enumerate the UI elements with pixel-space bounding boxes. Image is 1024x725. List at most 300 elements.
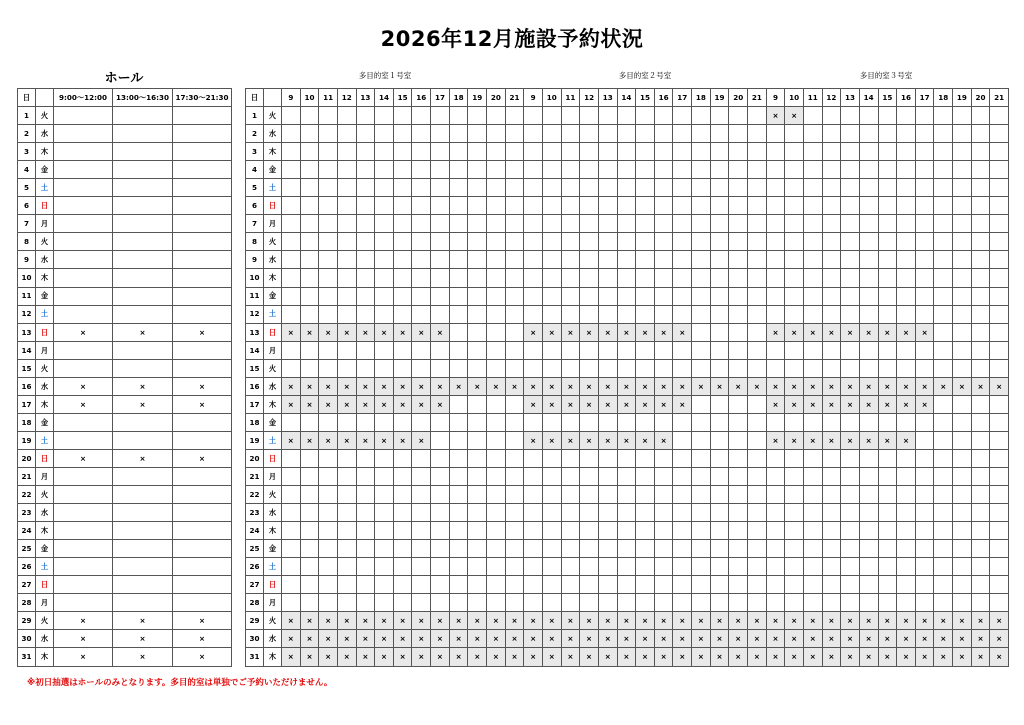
room2-slot-cell[interactable] [598,143,617,161]
room1-slot-cell[interactable] [468,449,487,467]
room1-slot-cell[interactable] [375,215,394,233]
room1-slot-booked[interactable]: × [393,431,412,449]
room2-slot-cell[interactable] [710,522,729,540]
room2-slot-cell[interactable] [580,341,599,359]
room1-slot-booked[interactable]: × [282,395,301,413]
room2-slot-cell[interactable] [636,107,655,125]
room3-slot-booked[interactable]: × [785,431,804,449]
room3-slot-cell[interactable] [934,449,953,467]
room3-slot-booked[interactable]: × [971,648,990,666]
room2-slot-cell[interactable] [580,269,599,287]
room1-slot-cell[interactable] [375,504,394,522]
room3-slot-cell[interactable] [766,197,785,215]
room1-slot-cell[interactable] [487,179,506,197]
room1-slot-cell[interactable] [431,125,450,143]
hall-slot-cell[interactable] [173,125,232,143]
room3-slot-cell[interactable] [897,269,916,287]
room1-slot-cell[interactable] [356,143,375,161]
room2-slot-booked[interactable]: × [542,377,561,395]
room2-slot-cell[interactable] [692,233,711,251]
room2-slot-cell[interactable] [729,576,748,594]
room2-slot-booked[interactable]: × [580,630,599,648]
room3-slot-booked[interactable]: × [859,630,878,648]
room2-slot-cell[interactable] [692,359,711,377]
room3-slot-cell[interactable] [990,197,1009,215]
room3-slot-cell[interactable] [990,522,1009,540]
room2-slot-cell[interactable] [580,558,599,576]
room2-slot-cell[interactable] [654,504,673,522]
room2-slot-cell[interactable] [580,179,599,197]
room1-slot-cell[interactable] [505,359,524,377]
room2-slot-cell[interactable] [542,215,561,233]
hall-slot-cell[interactable] [113,143,173,161]
room2-slot-cell[interactable] [542,269,561,287]
room1-slot-booked[interactable]: × [505,377,524,395]
room1-slot-cell[interactable] [393,251,412,269]
room2-slot-cell[interactable] [636,161,655,179]
room3-slot-cell[interactable] [897,359,916,377]
room3-slot-cell[interactable] [878,287,897,305]
room3-slot-cell[interactable] [766,449,785,467]
room3-slot-cell[interactable] [915,287,934,305]
room1-slot-cell[interactable] [337,504,356,522]
room2-slot-cell[interactable] [673,504,692,522]
room2-slot-cell[interactable] [710,161,729,179]
room2-slot-cell[interactable] [524,413,543,431]
room2-slot-cell[interactable] [524,522,543,540]
room2-slot-booked[interactable]: × [636,431,655,449]
room1-slot-cell[interactable] [431,161,450,179]
room2-slot-cell[interactable] [524,125,543,143]
room2-slot-cell[interactable] [598,467,617,485]
room1-slot-cell[interactable] [412,522,431,540]
room2-slot-booked[interactable]: × [542,612,561,630]
room1-slot-cell[interactable] [337,558,356,576]
room3-slot-cell[interactable] [766,233,785,251]
room2-slot-booked[interactable]: × [580,648,599,666]
room2-slot-cell[interactable] [580,251,599,269]
room1-slot-cell[interactable] [505,107,524,125]
room1-slot-cell[interactable] [319,522,338,540]
room1-slot-cell[interactable] [468,233,487,251]
room1-slot-cell[interactable] [468,215,487,233]
room1-slot-cell[interactable] [375,449,394,467]
room2-slot-cell[interactable] [710,143,729,161]
room3-slot-cell[interactable] [766,504,785,522]
room1-slot-cell[interactable] [487,269,506,287]
room2-slot-cell[interactable] [580,197,599,215]
room3-slot-cell[interactable] [953,305,972,323]
room1-slot-cell[interactable] [468,395,487,413]
room3-slot-cell[interactable] [841,125,860,143]
room3-slot-booked[interactable]: × [859,377,878,395]
room3-slot-cell[interactable] [934,576,953,594]
room1-slot-cell[interactable] [356,413,375,431]
room1-slot-cell[interactable] [282,413,301,431]
hall-slot-cell[interactable] [54,359,113,377]
room1-slot-cell[interactable] [337,413,356,431]
room1-slot-cell[interactable] [300,287,319,305]
room2-slot-cell[interactable] [692,107,711,125]
room2-slot-cell[interactable] [561,215,580,233]
room1-slot-booked[interactable]: × [393,323,412,341]
room1-slot-cell[interactable] [375,107,394,125]
room2-slot-booked[interactable]: × [561,395,580,413]
room1-slot-cell[interactable] [282,143,301,161]
room2-slot-booked[interactable]: × [542,431,561,449]
room3-slot-cell[interactable] [785,594,804,612]
hall-slot-cell[interactable] [113,233,173,251]
room1-slot-cell[interactable] [319,504,338,522]
room1-slot-cell[interactable] [282,161,301,179]
room3-slot-cell[interactable] [803,107,822,125]
hall-slot-cell[interactable] [54,251,113,269]
room3-slot-cell[interactable] [953,504,972,522]
room3-slot-cell[interactable] [878,161,897,179]
room2-slot-cell[interactable] [654,287,673,305]
hall-slot-cell[interactable] [173,341,232,359]
hall-slot-cell[interactable] [54,305,113,323]
room3-slot-cell[interactable] [990,467,1009,485]
room1-slot-booked[interactable]: × [487,648,506,666]
room2-slot-cell[interactable] [617,359,636,377]
room2-slot-cell[interactable] [636,341,655,359]
room2-slot-cell[interactable] [729,486,748,504]
room1-slot-cell[interactable] [431,287,450,305]
room3-slot-cell[interactable] [803,125,822,143]
room3-slot-cell[interactable] [953,467,972,485]
room3-slot-cell[interactable] [822,504,841,522]
room3-slot-booked[interactable]: × [990,630,1009,648]
room2-slot-cell[interactable] [748,179,767,197]
room1-slot-cell[interactable] [282,576,301,594]
room1-slot-cell[interactable] [282,486,301,504]
room3-slot-booked[interactable]: × [915,648,934,666]
hall-slot-booked[interactable]: × [54,323,113,341]
room1-slot-booked[interactable]: × [487,630,506,648]
room1-slot-cell[interactable] [282,287,301,305]
room2-slot-cell[interactable] [542,359,561,377]
room1-slot-cell[interactable] [412,143,431,161]
room1-slot-cell[interactable] [319,251,338,269]
hall-slot-cell[interactable] [54,107,113,125]
room2-slot-cell[interactable] [748,486,767,504]
hall-slot-cell[interactable] [54,413,113,431]
room3-slot-cell[interactable] [971,323,990,341]
room3-slot-booked[interactable]: × [953,648,972,666]
room3-slot-cell[interactable] [859,107,878,125]
room3-slot-cell[interactable] [878,558,897,576]
room3-slot-booked[interactable]: × [803,431,822,449]
room2-slot-cell[interactable] [710,305,729,323]
room3-slot-cell[interactable] [841,558,860,576]
room2-slot-booked[interactable]: × [598,323,617,341]
room1-slot-booked[interactable]: × [375,323,394,341]
room3-slot-cell[interactable] [859,486,878,504]
room1-slot-booked[interactable]: × [356,431,375,449]
room2-slot-booked[interactable]: × [692,630,711,648]
hall-slot-cell[interactable] [173,215,232,233]
room3-slot-cell[interactable] [990,161,1009,179]
hall-slot-cell[interactable] [173,558,232,576]
room2-slot-cell[interactable] [673,251,692,269]
room1-slot-cell[interactable] [468,287,487,305]
room1-slot-cell[interactable] [412,540,431,558]
room2-slot-cell[interactable] [729,522,748,540]
room2-slot-cell[interactable] [673,215,692,233]
room3-slot-cell[interactable] [822,522,841,540]
room2-slot-cell[interactable] [542,125,561,143]
room3-slot-cell[interactable] [803,413,822,431]
room3-slot-cell[interactable] [859,233,878,251]
room1-slot-cell[interactable] [356,522,375,540]
room1-slot-booked[interactable]: × [393,395,412,413]
room1-slot-cell[interactable] [375,576,394,594]
room2-slot-cell[interactable] [636,413,655,431]
room1-slot-cell[interactable] [337,251,356,269]
room1-slot-booked[interactable]: × [505,612,524,630]
room3-slot-cell[interactable] [971,161,990,179]
room3-slot-cell[interactable] [934,107,953,125]
room2-slot-cell[interactable] [673,107,692,125]
room1-slot-cell[interactable] [375,251,394,269]
room3-slot-cell[interactable] [990,233,1009,251]
room3-slot-cell[interactable] [990,594,1009,612]
room3-slot-booked[interactable]: × [841,630,860,648]
room2-slot-cell[interactable] [542,179,561,197]
room3-slot-cell[interactable] [766,413,785,431]
room2-slot-cell[interactable] [692,323,711,341]
room3-slot-cell[interactable] [953,576,972,594]
room2-slot-cell[interactable] [748,504,767,522]
room3-slot-cell[interactable] [990,143,1009,161]
room3-slot-cell[interactable] [766,179,785,197]
room3-slot-cell[interactable] [841,251,860,269]
room2-slot-booked[interactable]: × [580,377,599,395]
room1-slot-cell[interactable] [431,594,450,612]
room1-slot-cell[interactable] [337,359,356,377]
room3-slot-cell[interactable] [878,522,897,540]
room3-slot-cell[interactable] [822,359,841,377]
room1-slot-cell[interactable] [412,486,431,504]
room1-slot-booked[interactable]: × [375,648,394,666]
room2-slot-cell[interactable] [748,522,767,540]
room3-slot-booked[interactable]: × [897,377,916,395]
room3-slot-booked[interactable]: × [785,323,804,341]
room2-slot-cell[interactable] [617,486,636,504]
room3-slot-booked[interactable]: × [934,377,953,395]
room2-slot-cell[interactable] [617,125,636,143]
room2-slot-booked[interactable]: × [561,323,580,341]
room3-slot-cell[interactable] [915,431,934,449]
room2-slot-cell[interactable] [748,359,767,377]
room2-slot-cell[interactable] [636,558,655,576]
room1-slot-cell[interactable] [449,323,468,341]
room1-slot-cell[interactable] [393,341,412,359]
room1-slot-cell[interactable] [468,504,487,522]
hall-slot-booked[interactable]: × [113,612,173,630]
room1-slot-cell[interactable] [487,161,506,179]
room1-slot-cell[interactable] [375,359,394,377]
room2-slot-cell[interactable] [748,125,767,143]
room3-slot-cell[interactable] [897,467,916,485]
room2-slot-cell[interactable] [673,540,692,558]
room2-slot-cell[interactable] [542,486,561,504]
room1-slot-cell[interactable] [356,107,375,125]
room1-slot-cell[interactable] [487,467,506,485]
room3-slot-cell[interactable] [934,215,953,233]
room2-slot-cell[interactable] [598,449,617,467]
room1-slot-cell[interactable] [337,161,356,179]
room2-slot-cell[interactable] [561,467,580,485]
hall-slot-cell[interactable] [173,305,232,323]
room1-slot-cell[interactable] [319,449,338,467]
room1-slot-cell[interactable] [412,449,431,467]
room2-slot-cell[interactable] [729,341,748,359]
room2-slot-cell[interactable] [654,233,673,251]
room1-slot-booked[interactable]: × [319,630,338,648]
room3-slot-cell[interactable] [897,233,916,251]
room3-slot-cell[interactable] [785,179,804,197]
room1-slot-cell[interactable] [282,449,301,467]
room1-slot-cell[interactable] [375,522,394,540]
room1-slot-booked[interactable]: × [393,630,412,648]
room1-slot-cell[interactable] [468,197,487,215]
room2-slot-cell[interactable] [542,233,561,251]
room2-slot-booked[interactable]: × [598,648,617,666]
room1-slot-cell[interactable] [505,540,524,558]
room2-slot-cell[interactable] [542,341,561,359]
room3-slot-booked[interactable]: × [785,395,804,413]
room2-slot-booked[interactable]: × [598,431,617,449]
room3-slot-booked[interactable]: × [822,395,841,413]
room3-slot-cell[interactable] [971,467,990,485]
room3-slot-booked[interactable]: × [971,377,990,395]
room2-slot-cell[interactable] [729,449,748,467]
room3-slot-cell[interactable] [897,125,916,143]
room1-slot-cell[interactable] [412,233,431,251]
room1-slot-cell[interactable] [468,486,487,504]
hall-slot-cell[interactable] [173,251,232,269]
room2-slot-cell[interactable] [617,305,636,323]
room3-slot-booked[interactable]: × [990,648,1009,666]
room2-slot-cell[interactable] [654,359,673,377]
room2-slot-cell[interactable] [673,359,692,377]
room3-slot-cell[interactable] [766,125,785,143]
room3-slot-booked[interactable]: × [803,323,822,341]
room3-slot-cell[interactable] [953,323,972,341]
room1-slot-cell[interactable] [393,449,412,467]
room2-slot-cell[interactable] [729,395,748,413]
room3-slot-booked[interactable]: × [897,612,916,630]
room1-slot-cell[interactable] [356,341,375,359]
room1-slot-cell[interactable] [468,341,487,359]
room3-slot-cell[interactable] [990,323,1009,341]
room1-slot-cell[interactable] [505,341,524,359]
room1-slot-cell[interactable] [431,359,450,377]
room1-slot-cell[interactable] [431,341,450,359]
room3-slot-cell[interactable] [859,251,878,269]
room2-slot-booked[interactable]: × [542,648,561,666]
room1-slot-cell[interactable] [468,269,487,287]
room2-slot-cell[interactable] [729,179,748,197]
room3-slot-cell[interactable] [785,540,804,558]
room1-slot-cell[interactable] [356,558,375,576]
room2-slot-cell[interactable] [673,269,692,287]
room3-slot-cell[interactable] [953,233,972,251]
room1-slot-booked[interactable]: × [449,377,468,395]
room1-slot-cell[interactable] [319,413,338,431]
room3-slot-cell[interactable] [971,215,990,233]
room2-slot-booked[interactable]: × [580,323,599,341]
room3-slot-cell[interactable] [934,341,953,359]
room2-slot-cell[interactable] [729,143,748,161]
room3-slot-cell[interactable] [841,486,860,504]
room2-slot-cell[interactable] [692,125,711,143]
room2-slot-cell[interactable] [654,522,673,540]
room2-slot-booked[interactable]: × [710,630,729,648]
hall-slot-cell[interactable] [173,233,232,251]
room1-slot-cell[interactable] [412,197,431,215]
hall-slot-booked[interactable]: × [54,630,113,648]
room1-slot-cell[interactable] [393,233,412,251]
room1-slot-booked[interactable]: × [337,431,356,449]
room2-slot-cell[interactable] [636,125,655,143]
room1-slot-booked[interactable]: × [431,395,450,413]
room3-slot-cell[interactable] [803,233,822,251]
room1-slot-cell[interactable] [393,161,412,179]
room3-slot-cell[interactable] [785,287,804,305]
room3-slot-cell[interactable] [878,269,897,287]
hall-slot-cell[interactable] [173,197,232,215]
room1-slot-cell[interactable] [356,125,375,143]
room3-slot-cell[interactable] [878,359,897,377]
hall-slot-cell[interactable] [54,431,113,449]
room2-slot-cell[interactable] [617,269,636,287]
room2-slot-cell[interactable] [561,486,580,504]
room2-slot-cell[interactable] [710,413,729,431]
hall-slot-booked[interactable]: × [54,377,113,395]
room2-slot-cell[interactable] [729,594,748,612]
room2-slot-cell[interactable] [617,540,636,558]
room3-slot-cell[interactable] [971,504,990,522]
room3-slot-cell[interactable] [766,558,785,576]
room1-slot-cell[interactable] [300,269,319,287]
room3-slot-cell[interactable] [803,504,822,522]
room2-slot-cell[interactable] [692,558,711,576]
room3-slot-cell[interactable] [971,540,990,558]
room3-slot-cell[interactable] [915,161,934,179]
room3-slot-booked[interactable]: × [803,612,822,630]
room1-slot-cell[interactable] [393,522,412,540]
room1-slot-cell[interactable] [319,305,338,323]
room3-slot-cell[interactable] [934,431,953,449]
room2-slot-booked[interactable]: × [654,323,673,341]
room3-slot-cell[interactable] [822,341,841,359]
room3-slot-cell[interactable] [841,197,860,215]
room2-slot-cell[interactable] [598,287,617,305]
room3-slot-cell[interactable] [990,305,1009,323]
room2-slot-cell[interactable] [524,269,543,287]
room1-slot-cell[interactable] [431,449,450,467]
room1-slot-cell[interactable] [337,594,356,612]
room3-slot-cell[interactable] [841,143,860,161]
room2-slot-cell[interactable] [654,449,673,467]
room2-slot-cell[interactable] [580,287,599,305]
room1-slot-cell[interactable] [431,215,450,233]
room2-slot-cell[interactable] [542,558,561,576]
room3-slot-cell[interactable] [841,287,860,305]
